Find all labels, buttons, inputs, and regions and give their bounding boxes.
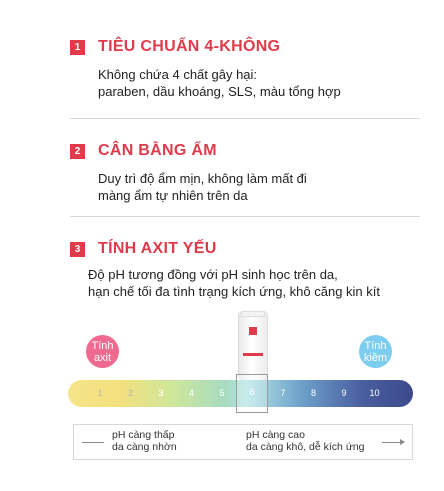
description-line: Độ pH tương đồng với pH sinh học trên da, <box>88 267 338 282</box>
legend-line: da càng khô, dễ kích ứng <box>246 441 365 453</box>
section-title: CÂN BẰNG ẨM <box>98 142 217 159</box>
legend-line: pH càng cao <box>246 429 305 441</box>
tube-band <box>243 353 263 356</box>
ph-tick-label: 8 <box>310 388 316 398</box>
section-title: TÍNH AXIT YẾU <box>98 240 217 257</box>
arrow-left-icon <box>82 442 104 443</box>
ph-highlight-value: 6 <box>249 387 255 397</box>
base-label-line: Tính <box>364 339 387 352</box>
legend-high-ph <box>246 429 365 453</box>
section-number-badge: 2 <box>70 144 85 159</box>
section-header <box>70 142 424 160</box>
section-divider <box>70 216 420 217</box>
legend-low-ph <box>112 429 177 453</box>
base-bubble <box>359 335 392 368</box>
acid-label-line: Tính <box>91 339 114 352</box>
section-title: TIÊU CHUẨN 4-KHÔNG <box>98 38 281 55</box>
ph-highlight-marker <box>236 374 268 413</box>
ph-tick-label: 1 <box>97 388 103 398</box>
description-line: hạn chế tối đa tình trạng kích ứng, khô căng kin kít <box>88 284 380 299</box>
section-description <box>98 170 424 204</box>
description-line: Duy trì độ ẩm mịn, không làm mất đi <box>98 171 307 186</box>
base-label-line: kiềm <box>363 351 388 364</box>
arrow-right-icon <box>382 442 404 443</box>
ph-tick-label: 10 <box>369 388 380 398</box>
ph-legend <box>73 424 413 460</box>
section-header <box>70 240 424 258</box>
legend-line: da càng nhờn <box>112 441 177 453</box>
acid-bubble <box>86 335 119 368</box>
description-line: Không chứa 4 chất gây hại: <box>98 67 258 82</box>
description-line: paraben, dầu khoáng, SLS, màu tổng hợp <box>98 84 341 99</box>
acid-label-line: axit <box>93 351 112 364</box>
section-divider <box>70 118 420 119</box>
section-description <box>88 266 424 300</box>
section-header <box>70 38 424 56</box>
section-number-badge: 3 <box>70 242 85 257</box>
section-number-badge: 1 <box>70 40 85 55</box>
ph-tick-label: 5 <box>219 388 225 398</box>
tube-cap <box>241 311 265 317</box>
section-weak-acid <box>70 240 424 300</box>
section-moisture-balance <box>70 142 424 204</box>
product-tube-image <box>238 312 268 382</box>
ph-tick-label: 2 <box>127 388 133 398</box>
section-four-free <box>70 38 424 100</box>
ph-tick-label: 3 <box>158 388 164 398</box>
legend-line: pH càng thấp <box>112 429 175 441</box>
tube-logo-icon <box>249 327 257 335</box>
description-line: màng ẩm tự nhiên trên da <box>98 188 248 203</box>
ph-tick-label: 4 <box>188 388 194 398</box>
ph-tick-label: 7 <box>280 388 286 398</box>
section-description <box>98 66 424 100</box>
ph-tick-label: 9 <box>341 388 347 398</box>
